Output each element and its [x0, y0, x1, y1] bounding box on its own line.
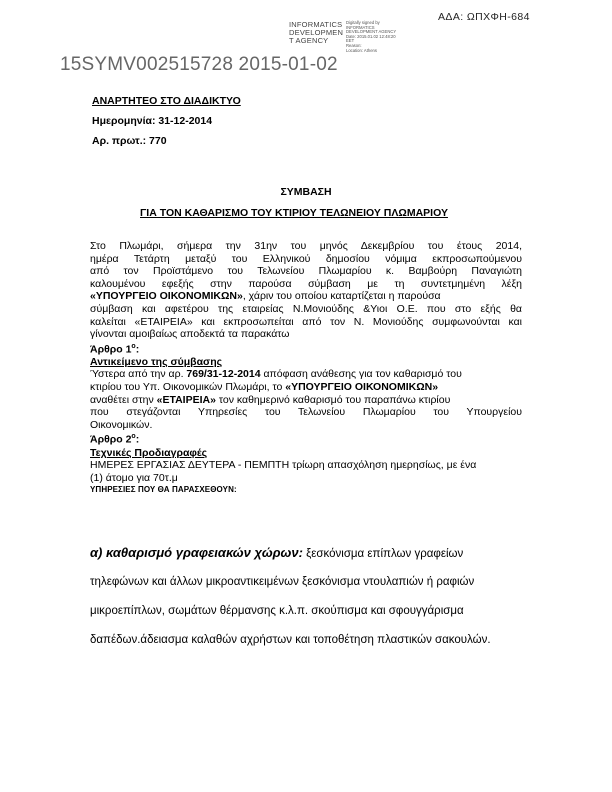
service-a-line: δαπέδων.άδειασμα καλαθών αχρήστων και τοποθέτηση πλαστικών σακουλών. — [90, 634, 491, 646]
service-a-line: μικροεπίπλων, σωμάτων θέρμανσης κ.λ.π. σκούπισμα και σφουγγάρισμα — [90, 605, 464, 617]
article-text: αναθέτει στην — [90, 393, 157, 406]
article-1-line: Οικονομικών. — [90, 418, 153, 431]
article-text: Ύστερα από την αρ. — [90, 368, 187, 381]
agency-name — [289, 21, 343, 46]
date-line: Ημερομηνία: 31-12-2014 — [92, 115, 213, 127]
signature-line: Date: 2015.01.02 12:48:20 — [346, 33, 396, 39]
intro-paragraph — [90, 240, 522, 497]
article-text: κτιρίου του Υπ. Οικονομικών Πλωμάρι, το — [90, 381, 286, 394]
signature-line: Reason: — [346, 42, 362, 48]
signature-line: Location: Athens — [346, 47, 377, 53]
heading-colon: : — [135, 433, 140, 446]
article-2-subject: Τεχνικές Προδιαγραφές — [90, 446, 208, 459]
article-1-subject: Αντικείμενο της σύμβασης — [90, 355, 223, 368]
article-text: απόφαση ανάθεσης για τον καθαρισμό του — [260, 368, 462, 381]
signature-line: INFORMATICS — [346, 24, 375, 30]
article-2-heading — [90, 431, 522, 446]
signature-line: DEVELOPMENT AGENCY — [346, 29, 397, 35]
services-heading: ΥΠΗΡΕΣΙΕΣ ΠΟΥ ΘΑ ΠΑΡΑΣΧΕΘΟΥΝ: — [90, 485, 237, 495]
intro-line: σύμβαση και αφετέρου της εταιρείας Ν.Μονιούδης &Υιοι Ο.Ε. που στο εξής θα — [90, 302, 522, 315]
article-1-line — [90, 381, 522, 394]
page-subtitle: ΓΙΑ ΤΟΝ ΚΑΘΑΡΙΣΜΟ ΤΟΥ ΚΤΙΡΙΟΥ ΤΕΛΩΝΕΙΟΥ ΠΛΩΜΑΡΙΟΥ — [140, 207, 448, 219]
intro-line: γίνονται αμοιβαίως αποδεκτά τα παρακάτω — [90, 328, 290, 341]
agency-line: T AGENCY — [289, 36, 329, 46]
article-heading-text: Άρθρο 2 — [90, 433, 132, 446]
document-id: 15SYMV002515728 2015-01-02 — [60, 54, 338, 75]
intro-line: από τον Προϊστάμενο του Τελωνείου Πλωμαρίου κ. Βαμβούρη Παναγιώτη — [90, 265, 522, 278]
digital-signature — [346, 21, 396, 53]
intro-line: ημέρα Τετάρτη μεταξύ του Ελληνικού δημοσίου νόμιμα εκπροσωπούμενου — [90, 252, 522, 265]
intro-line: Στο Πλωμάρι, σήμερα την 31ην του μηνός Δεκεμβρίου του έτους 2014, — [90, 240, 522, 252]
article-2-line: (1) άτομο για 70τ.μ — [90, 471, 178, 484]
decision-number: 769/31-12-2014 — [186, 368, 261, 381]
article-heading-text: Άρθρο 1 — [90, 343, 132, 356]
intro-line — [90, 290, 522, 303]
ordinal-suffix: ο — [131, 342, 136, 350]
article-2-line: ΗΜΕΡΕΣ ΕΡΓΑΣΙΑΣ ΔΕΥΤΕΡΑ - ΠΕΜΠΤΗ τρίωρη απασχόληση ημερησίως, με ένα — [90, 459, 477, 472]
ordinal-suffix: ο — [131, 433, 136, 441]
ministry-name: «ΥΠΟΥΡΓΕΙΟ ΟΙΚΟΝΟΜΙΚΩΝ» — [90, 290, 243, 303]
intro-line: καλείται «ΕΤΑΙΡΕΙΑ» και εκπροσωπείται από τον Ν. Μονιούδης συμφωνούνται και — [90, 315, 522, 328]
article-1-line — [90, 368, 522, 381]
posted-online-label: ΑΝΑΡΤΗΤΕΟ ΣΤΟ ΔΙΑΔΙΚΤΥΟ — [92, 95, 241, 107]
service-text: ξεσκόνισμα επίπλων γραφείων — [302, 548, 464, 560]
company-name: «ΕΤΑΙΡΕΙΑ» — [156, 393, 216, 406]
article-1-line: που στεγάζονται Υπηρεσίες του Τελωνείου Πλωμαρίου του Υπουργείου — [90, 406, 522, 419]
protocol-number: Αρ. πρωτ.: 770 — [92, 135, 167, 147]
ministry-name: «ΥΠΟΥΡΓΕΙΟ ΟΙΚΟΝΟΜΙΚΩΝ» — [285, 381, 439, 394]
intro-text: , χάριν του οποίου καταρτίζεται η παρούσα — [242, 290, 441, 303]
article-1-heading — [90, 341, 522, 356]
agency-line: DEVELOPMEN — [289, 28, 344, 38]
service-a-title: α) καθαρισμό γραφειακών χώρων: — [90, 545, 303, 560]
article-text: τον καθημερινό καθαρισμό του παραπάνω κτιρίου — [215, 393, 451, 406]
intro-line: καλουμένου εφεξής στην παρούσα σύμβαση με τη συντετμημένη λέξη — [90, 277, 522, 290]
page-title: ΣΥΜΒΑΣΗ — [280, 186, 332, 198]
heading-colon: : — [135, 343, 140, 356]
signature-line: Digitally signed by — [346, 20, 380, 25]
signature-line: EET — [346, 38, 355, 44]
service-a-line: τηλεφώνων και άλλων μικροαντικειμένων ξεσκόνισμα ντουλαπιών ή ραφιών — [90, 576, 475, 588]
agency-line: INFORMATICS — [289, 20, 343, 29]
service-a-line — [90, 545, 522, 560]
ada-code: ΑΔΑ: ΩΠΧΦΗ-684 — [438, 11, 530, 23]
article-1-line — [90, 394, 522, 407]
